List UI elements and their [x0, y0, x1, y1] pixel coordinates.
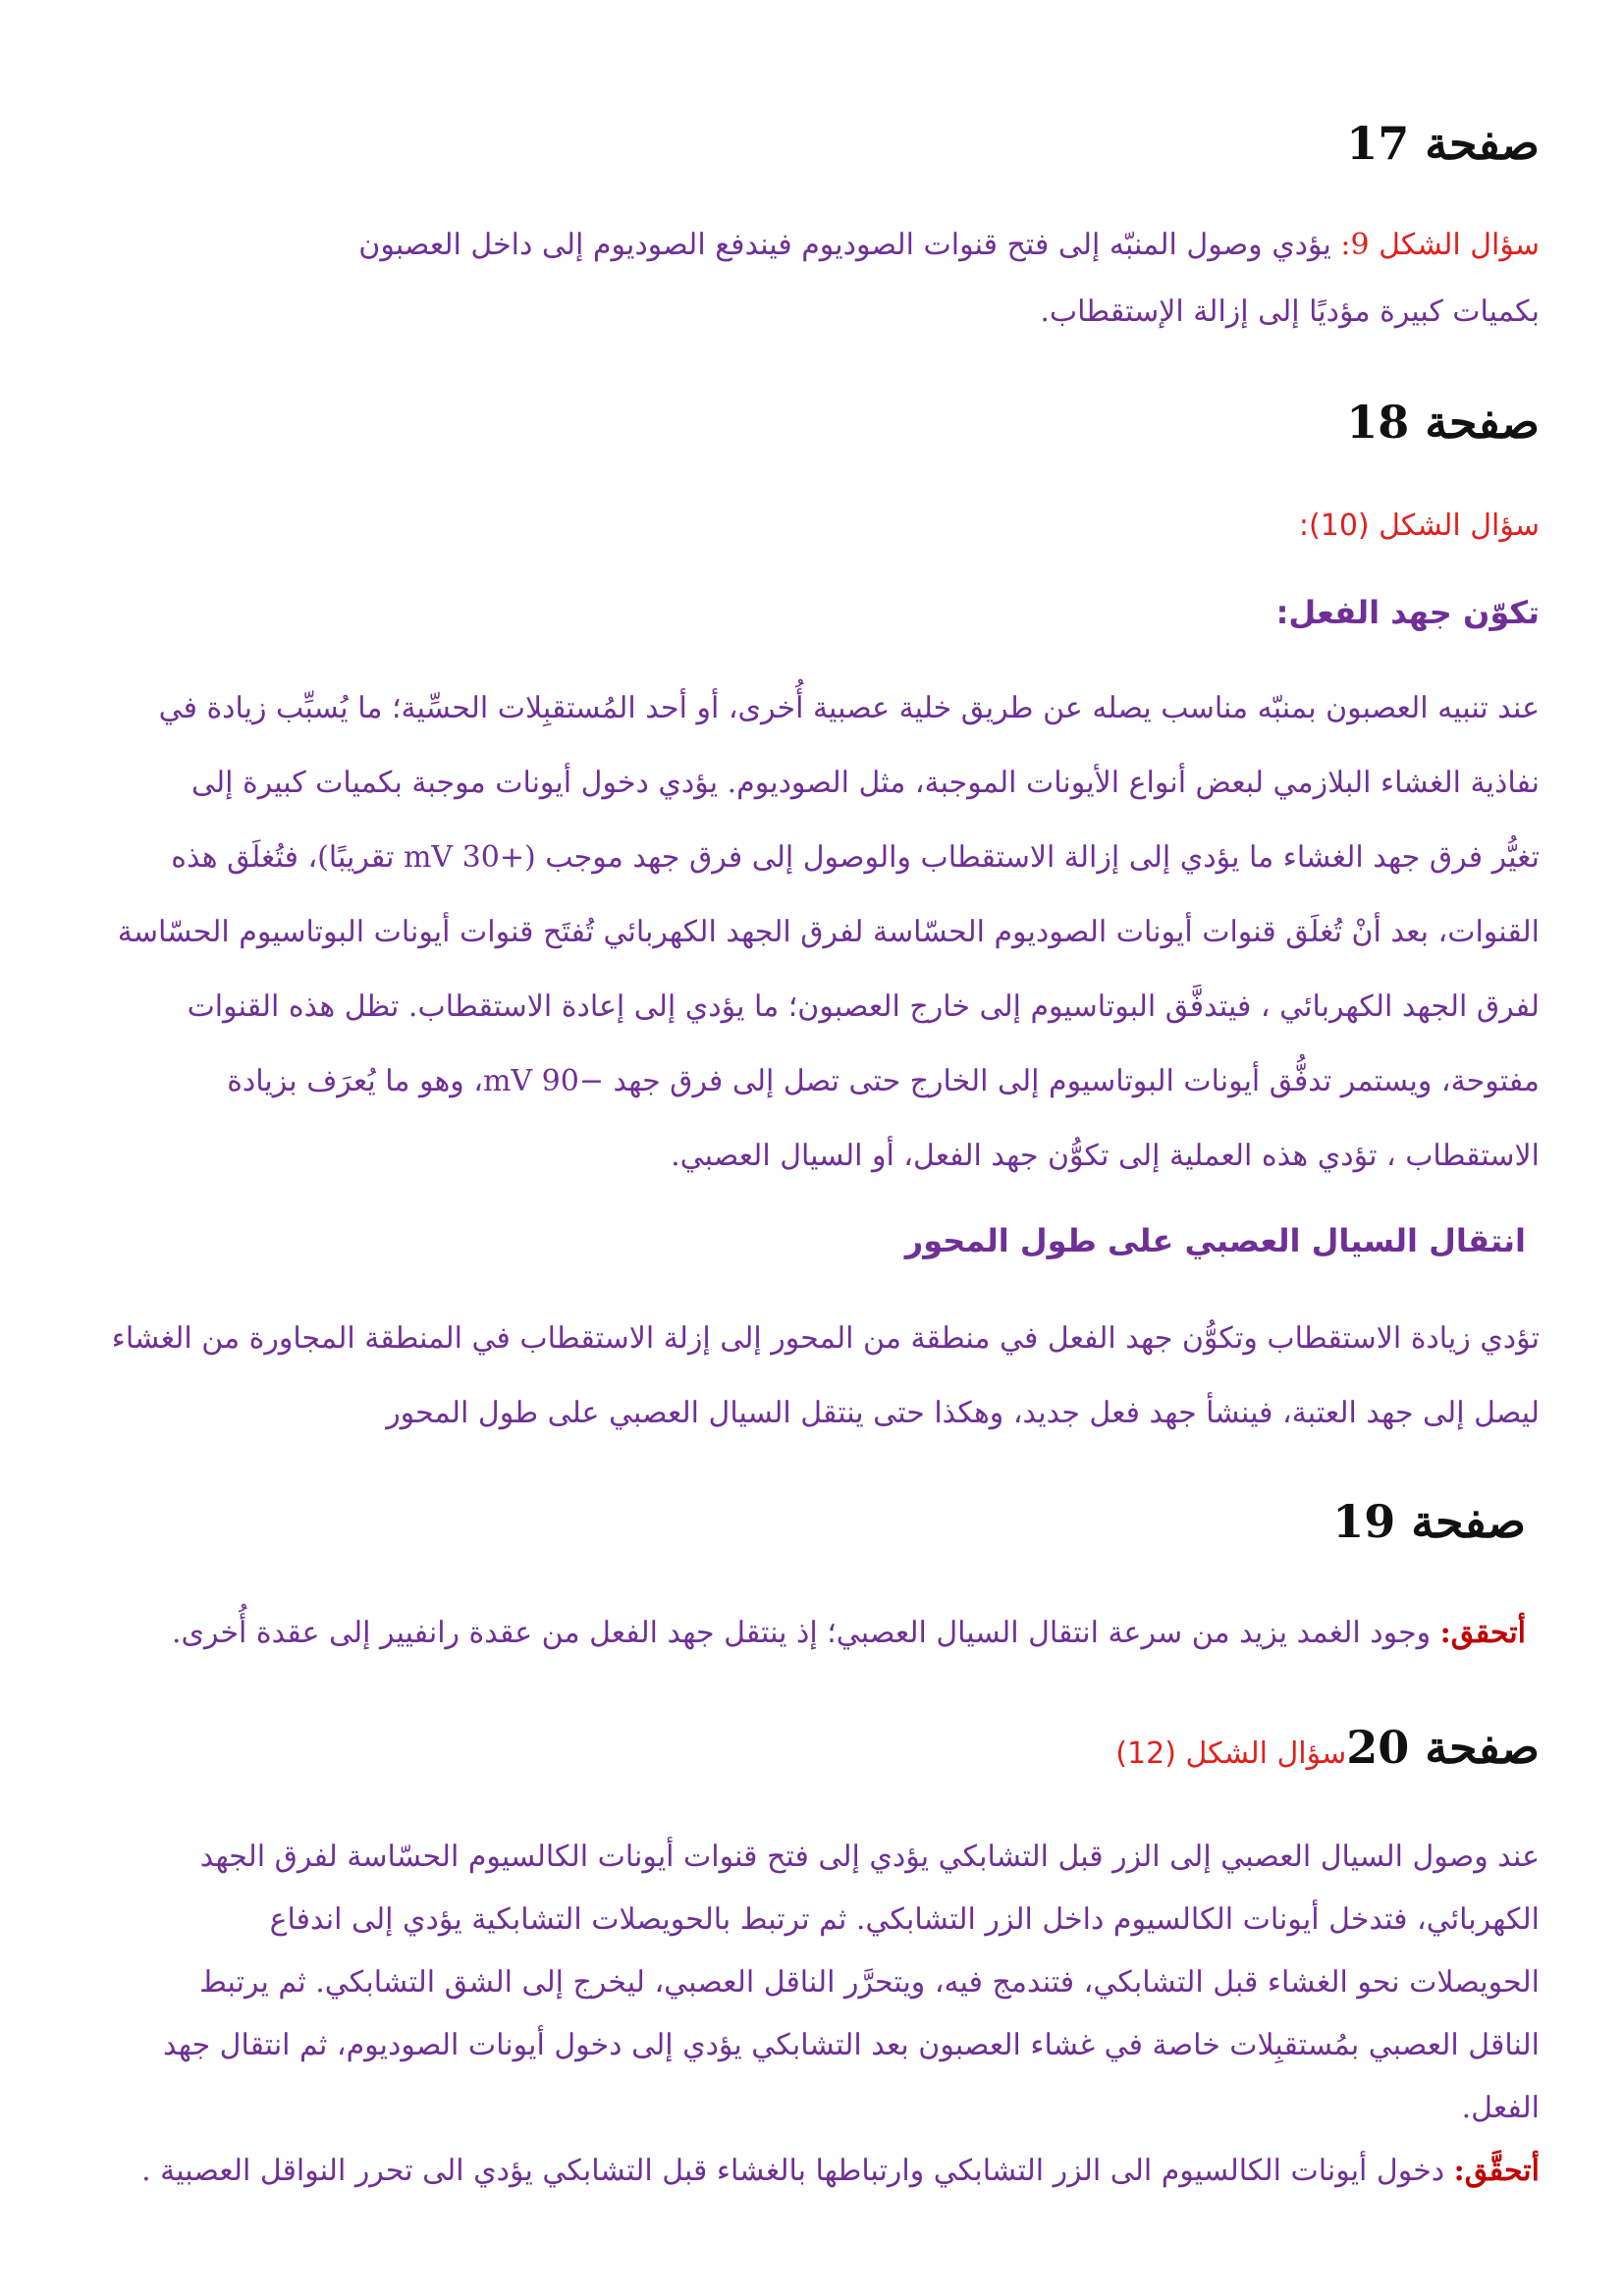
p20-check-line	[141, 2152, 1540, 2191]
p18-para1-line-7: الاستقطاب ، تؤدي هذه العملية إلى تكوُّن جهد الفعل، أو السيال العصبي.	[671, 1139, 1540, 1173]
heading-page-19: صفحة 19	[1332, 1495, 1526, 1548]
p18-para1-line-6: مفتوحة، ويستمر تدفُّق أيونات البوتاسيوم إلى الخارج حتى تصل إلى فرق جهد −90 mV، وهو ما يُعرَف بزيادة	[227, 1064, 1540, 1098]
p19-check-label: أتحقق:	[1439, 1616, 1526, 1650]
heading-page-17: صفحة 17	[1346, 117, 1540, 170]
p20-question-label: سؤال الشكل (12)	[1115, 1736, 1347, 1771]
heading-page-18: صفحة 18	[1346, 396, 1540, 449]
p20-para-line-3: الحويصلات نحو الغشاء قبل التشابكي، فتندمج فيه، ويتحرَّر الناقل العصبي، ليخرج إلى الشق التشابكي. ثم يرتبط	[199, 1965, 1540, 2000]
p20-para-line-2: الكهربائي، فتدخل أيونات الكالسيوم داخل الزر التشابكي. ثم ترتبط بالحويصلات التشابكية يؤدي إلى اندفاع	[269, 1902, 1540, 1937]
p19-check-text: وجود الغمد يزيد من سرعة انتقال السيال العصبي؛ إذ ينتقل جهد الفعل من عقدة رانفيير إلى عقدة أُخرى.	[171, 1616, 1440, 1650]
p17-answer-text: يؤدي وصول المنبّه إلى فتح قنوات الصوديوم فيندفع الصوديوم إلى داخل العصبون	[358, 228, 1341, 262]
p18-para2-line-1: تؤدي زيادة الاستقطاب وتكوُّن جهد الفعل في منطقة من المحور إلى إزلة الاستقطاب في المنطقة المجاورة من الغشاء	[111, 1321, 1540, 1356]
subheading-impulse-conduction: انتقال السيال العصبي على طول المحور	[904, 1222, 1526, 1259]
p20-para-line-5: الفعل.	[1461, 2091, 1540, 2125]
p18-para1-line-5: لفرق الجهد الكهربائي ، فيتدفَّق البوتاسيوم إلى خارج العصبون؛ ما يؤدي إلى إعادة الاستقطاب. تظل هذه القنوات	[187, 989, 1540, 1024]
p18-para1-line-1: عند تنبيه العصبون بمنبّه مناسب يصله عن طريق خلية عصبية أُخرى، أو أحد المُستقبِلات الحسِّية؛ ما يُسبِّب زيادة في	[158, 691, 1540, 725]
p20-check-label: أتحقَّق:	[1453, 2154, 1540, 2188]
p19-check-line	[172, 1614, 1526, 1653]
heading-page-20	[1115, 1720, 1540, 1782]
p20-para-line-4: الناقل العصبي بمُستقبِلات خاصة في غشاء العصبون بعد التشابكي يؤدي إلى دخول أيونات الصوديوم، ثم انتقال جهد	[163, 2028, 1540, 2062]
p18-para1-line-3: تغيُّر فرق جهد الغشاء ما يؤدي إلى إزالة الاستقطاب والوصول إلى فرق جهد موجب (+30 mV تقريبًا)، فتُغلَق هذه	[171, 840, 1540, 875]
p20-para-line-1: عند وصول السيال العصبي إلى الزر قبل التشابكي يؤدي إلى فتح قنوات أيونات الكالسيوم الحسّاسة لفرق الجهد	[199, 1840, 1540, 1874]
p17-line-1	[358, 226, 1540, 265]
p17-question-label: سؤال الشكل 9:	[1340, 228, 1540, 262]
p18-para2-line-2: ليصل إلى جهد العتبة، فينشأ جهد فعل جديد، وهكذا حتى ينتقل السيال العصبي على طول المحور	[386, 1396, 1540, 1430]
p18-question-label: سؤال الشكل (10):	[1298, 508, 1540, 543]
page-20-label: صفحة 20	[1346, 1721, 1540, 1774]
subheading-action-potential: تكوّن جهد الفعل:	[1275, 594, 1540, 631]
p17-line-2: بكميات كبيرة مؤديًا إلى إزالة الإستقطاب.	[1040, 294, 1540, 329]
p20-check-text: دخول أيونات الكالسيوم الى الزر التشابكي وارتباطها بالغشاء قبل التشابكي يؤدي الى تحرر النواقل العصبية .	[141, 2154, 1454, 2188]
p18-para1-line-2: نفاذية الغشاء البلازمي لبعض أنواع الأيونات الموجبة، مثل الصوديوم. يؤدي دخول أيونات موجبة بكميات كبيرة إلى	[190, 766, 1540, 800]
p18-para1-line-4: القنوات، بعد أنْ تُغلَق قنوات أيونات الصوديوم الحسّاسة لفرق الجهد الكهربائي تُفتَح قنوات أيونات البوتاسيوم الحسّاسة	[117, 915, 1540, 949]
